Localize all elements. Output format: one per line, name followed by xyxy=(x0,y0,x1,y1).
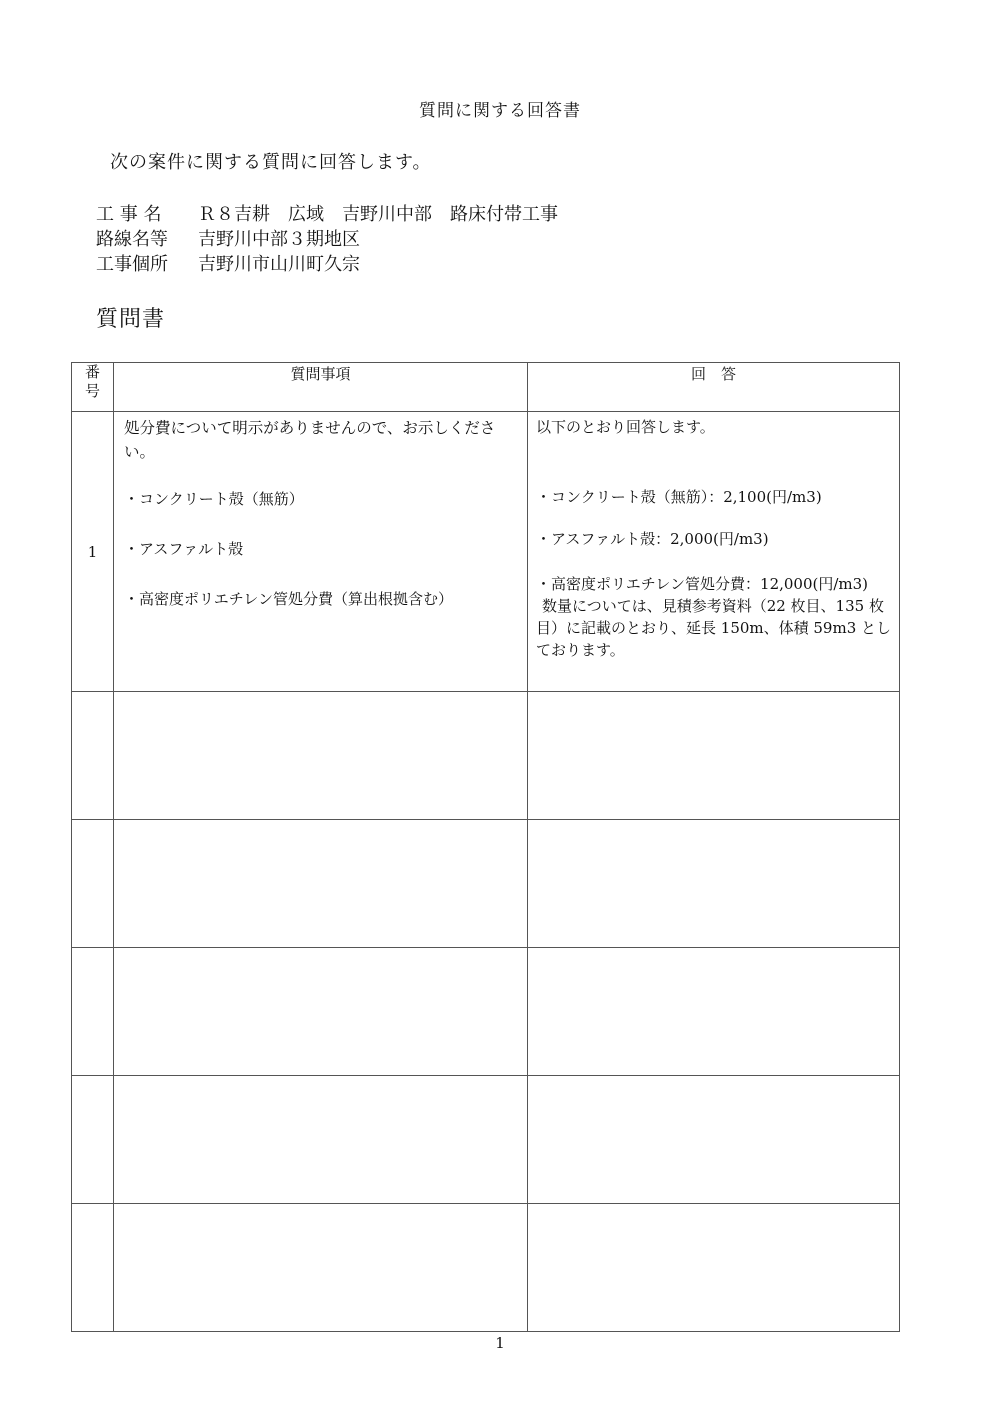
question-intro: 処分費について明示がありませんので、お示しください。 xyxy=(124,419,496,461)
question-cell xyxy=(114,1204,528,1332)
project-info xyxy=(96,202,558,277)
answer-cell xyxy=(528,412,900,692)
row-number xyxy=(72,948,114,1076)
intro-text: 次の案件に関する質問に回答します。 xyxy=(110,152,432,173)
row-number xyxy=(72,692,114,820)
answer-cell xyxy=(528,1076,900,1204)
table-row xyxy=(72,820,900,948)
table-header-row xyxy=(72,363,900,412)
document-title: 質問に関する回答書 xyxy=(419,101,581,121)
answer-item: ・高密度ポリエチレン管処分費：12,000(円/m3) xyxy=(536,575,869,593)
question-item: ・アスファルト殻 xyxy=(124,540,244,558)
info-row-location xyxy=(96,252,558,277)
answer-item: ・コンクリート殻（無筋）：2,100(円/m3) xyxy=(536,488,822,506)
row-number xyxy=(72,1076,114,1204)
table-row xyxy=(72,692,900,820)
question-item: ・コンクリート殻（無筋） xyxy=(124,490,304,508)
answer-intro: 以下のとおり回答します。 xyxy=(536,418,715,436)
header-number xyxy=(72,363,114,412)
answer-cell xyxy=(528,692,900,820)
answer-cell xyxy=(528,1204,900,1332)
answer-detail: 数量については、見積参考資料（22 枚目、135 枚目）に記載のとおり、延長 150m、体積 59m3 としております。 xyxy=(536,597,892,659)
header-answer: 回 答 xyxy=(528,363,900,412)
info-value: Ｒ８吉耕 広域 吉野川中部 路床付帯工事 xyxy=(198,204,558,225)
info-label: 工事個所 xyxy=(96,254,168,275)
row-number xyxy=(72,1204,114,1332)
question-cell xyxy=(114,1076,528,1204)
question-cell xyxy=(114,412,528,692)
row-number xyxy=(72,820,114,948)
answer-cell xyxy=(528,948,900,1076)
answer-item: ・アスファルト殻：2,000(円/m3) xyxy=(536,530,769,548)
question-item: ・高密度ポリエチレン管処分費（算出根拠含む） xyxy=(124,590,454,608)
table-row xyxy=(72,1204,900,1332)
table-row xyxy=(72,412,900,692)
info-row-route-name xyxy=(96,227,558,252)
header-number-label: 番 号 xyxy=(84,363,100,400)
qa-table xyxy=(71,362,900,1332)
question-cell xyxy=(114,948,528,1076)
table-row xyxy=(72,948,900,1076)
info-row-project-name xyxy=(96,202,558,227)
row-number: 1 xyxy=(72,412,114,692)
info-value: 吉野川市山川町久宗 xyxy=(198,254,360,275)
page-number: 1 xyxy=(495,1334,505,1352)
table-row xyxy=(72,1076,900,1204)
header-question: 質問事項 xyxy=(114,363,528,412)
info-label: 路線名等 xyxy=(96,229,168,250)
section-title: 質問書 xyxy=(96,307,166,332)
info-label: 工 事 名 xyxy=(96,204,162,225)
question-cell xyxy=(114,692,528,820)
question-cell xyxy=(114,820,528,948)
answer-cell xyxy=(528,820,900,948)
info-value: 吉野川中部３期地区 xyxy=(198,229,360,250)
